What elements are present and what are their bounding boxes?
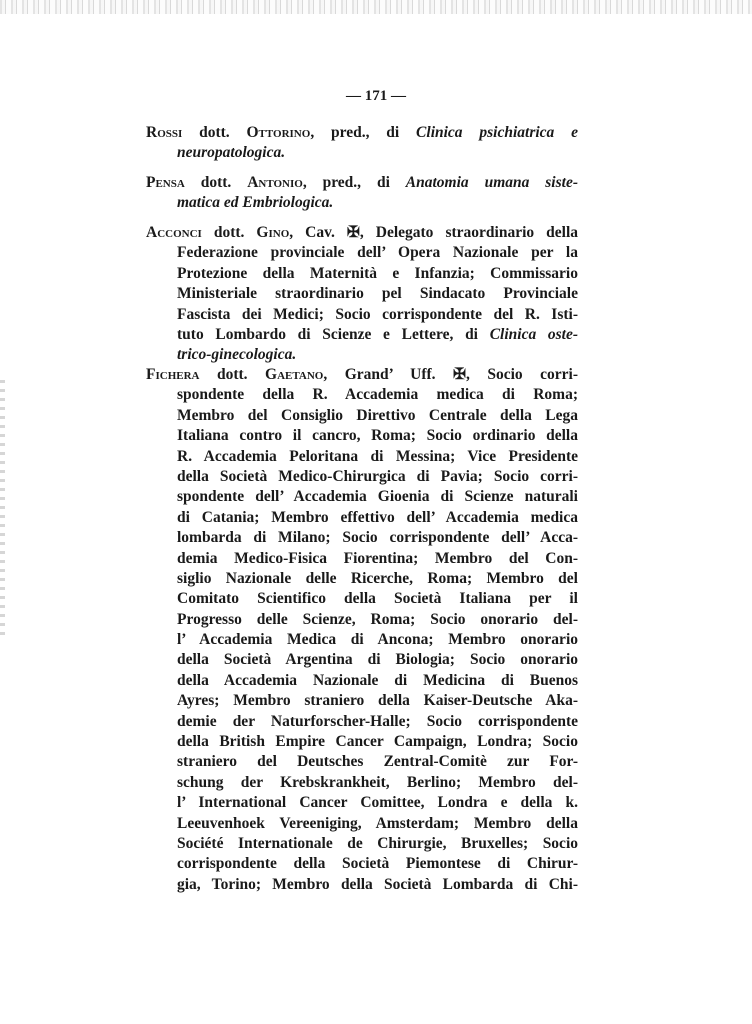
subject-text: trico-ginecologica. [177, 346, 297, 364]
text-line [177, 143, 578, 163]
name-text: Antonio [247, 174, 303, 191]
text-line [146, 365, 578, 385]
body-text: Italiana contro il cancro, Roma; Socio ordinario della [177, 427, 578, 445]
text-line [177, 264, 578, 284]
body-text: della Accademia Nazionale di Medicina di Buenos [177, 671, 578, 689]
text-line [177, 284, 578, 304]
body-text: Federazione provinciale dell’ Opera Nazionale per la [177, 244, 578, 262]
text-line [177, 752, 578, 772]
name-text: Rossi [146, 124, 183, 141]
body-text: Membro del Consiglio Direttivo Centrale della Lega [177, 406, 578, 424]
entry-rossi [146, 123, 578, 164]
body-text: Fascista dei Medici; Socio corrispondente del R. Isti- [177, 305, 578, 323]
body-text: dott. [184, 174, 248, 191]
body-text: Ayres; Membro straniero della Kaiser-Deutsche Aka- [177, 692, 578, 710]
text-line [177, 814, 578, 834]
text-line [177, 487, 578, 507]
body-text: demie der Naturforscher-Halle; Socio corrispondente [177, 712, 578, 730]
text-line [177, 793, 578, 813]
text-line [177, 610, 578, 630]
entry-pensa [146, 173, 578, 214]
text-line [177, 325, 578, 345]
body-text: schung der Krebskrankheit, Berlino; Membro del- [177, 773, 578, 791]
body-text: spondente della R. Accademia medica di Roma; [177, 386, 578, 404]
body-text: R. Accademia Peloritana di Messina; Vice Presidente [177, 447, 578, 465]
text-line [177, 650, 578, 670]
text-line [177, 426, 578, 446]
body-text: Comitato Scientifico della Società Italiana per il [177, 590, 578, 608]
text-line [177, 406, 578, 426]
subject-text: Anatomia umana siste- [405, 174, 578, 191]
text-line [177, 671, 578, 691]
text-line [177, 712, 578, 732]
body-text: di Catania; Membro effettivo dell’ Accademia medica [177, 508, 578, 526]
text-line [177, 834, 578, 854]
text-line [177, 193, 578, 213]
text-line [177, 528, 578, 548]
body-text: della Società Medico-Chirurgica di Pavia; Socio corri- [177, 467, 578, 485]
name-text: Pensa [146, 174, 185, 191]
text-line [177, 630, 578, 650]
name-text: Ottorino [246, 124, 311, 141]
text-line [177, 875, 578, 895]
body-text: l’ International Cancer Comittee, Londra e della k. [177, 794, 578, 812]
body-text: straniero del Deutsches Zentral-Comitè zur For- [177, 753, 578, 771]
body-text: dott. [201, 224, 257, 241]
subject-text: Clinica oste- [489, 325, 579, 343]
name-text: Acconci [146, 224, 202, 241]
text-line [146, 123, 578, 143]
body-text: Ministeriale straordinario pel Sindacato Provinciale [177, 285, 578, 303]
subject-text: Clinica psichiatrica e [416, 124, 578, 141]
text-line [177, 589, 578, 609]
name-text: Fichera [146, 366, 200, 383]
page-number: — 171 — [346, 88, 406, 104]
entry-fichera [146, 365, 578, 895]
body-text: Protezione della Maternità e Infanzia; Commissario [177, 264, 578, 282]
text-line [146, 173, 578, 193]
body-text: demia Medico-Fisica Fiorentina; Membro del Con- [177, 549, 578, 567]
body-text: lombarda di Milano; Socio corrispondente dell’ Acca- [177, 529, 578, 547]
scan-noise-left [0, 380, 5, 640]
scan-noise-top [0, 0, 752, 14]
body-text: spondente dell’ Accademia Gioenia di Scienze naturali [177, 488, 578, 506]
text-line [177, 508, 578, 528]
text-line [177, 773, 578, 793]
body-text: , Cav. ✠, Delegato straordinario della [289, 224, 579, 241]
text-line [177, 569, 578, 589]
text-line [177, 385, 578, 405]
subject-text: matica ed Embriologica. [177, 194, 334, 212]
name-text: Gino [256, 224, 290, 241]
entry-acconci [146, 223, 578, 366]
text-line [146, 223, 578, 243]
text-line [177, 854, 578, 874]
text-line [177, 467, 578, 487]
body-text: siglio Nazionale delle Ricerche, Roma; Membro del [177, 569, 578, 587]
body-text: dott. [182, 124, 247, 141]
text-line [177, 691, 578, 711]
body-text: Progresso delle Scienze, Roma; Socio onorario del- [177, 610, 578, 628]
body-text: , pred., di [310, 124, 417, 141]
text-line [177, 732, 578, 752]
body-text: dott. [199, 366, 266, 383]
body-text: , pred., di [302, 174, 406, 191]
body-text: Leeuvenhoek Vereeniging, Amsterdam; Membro della [177, 814, 578, 832]
body-text: Société Internationale de Chirurgie, Bruxelles; Socio [177, 834, 578, 852]
body-text: gia, Torino; Membro della Società Lombarda di Chi- [177, 875, 578, 893]
body-text: , Grand’ Uff. ✠, Socio corri- [323, 366, 578, 383]
text-line [177, 447, 578, 467]
body-text: della Società Argentina di Biologia; Socio onorario [177, 651, 578, 669]
text-line [177, 549, 578, 569]
name-text: Gaetano [265, 366, 324, 383]
body-text: tuto Lombardo di Scienze e Lettere, di [177, 325, 490, 343]
text-line [177, 243, 578, 263]
text-line [177, 305, 578, 325]
body-text: l’ Accademia Medica di Ancona; Membro onorario [177, 631, 578, 649]
text-line [177, 345, 578, 365]
body-text: della British Empire Cancer Campaign, Londra; Socio [177, 733, 578, 751]
body-text: corrispondente della Società Piemontese di Chirur- [177, 855, 578, 873]
subject-text: neuropatologica. [177, 144, 286, 162]
